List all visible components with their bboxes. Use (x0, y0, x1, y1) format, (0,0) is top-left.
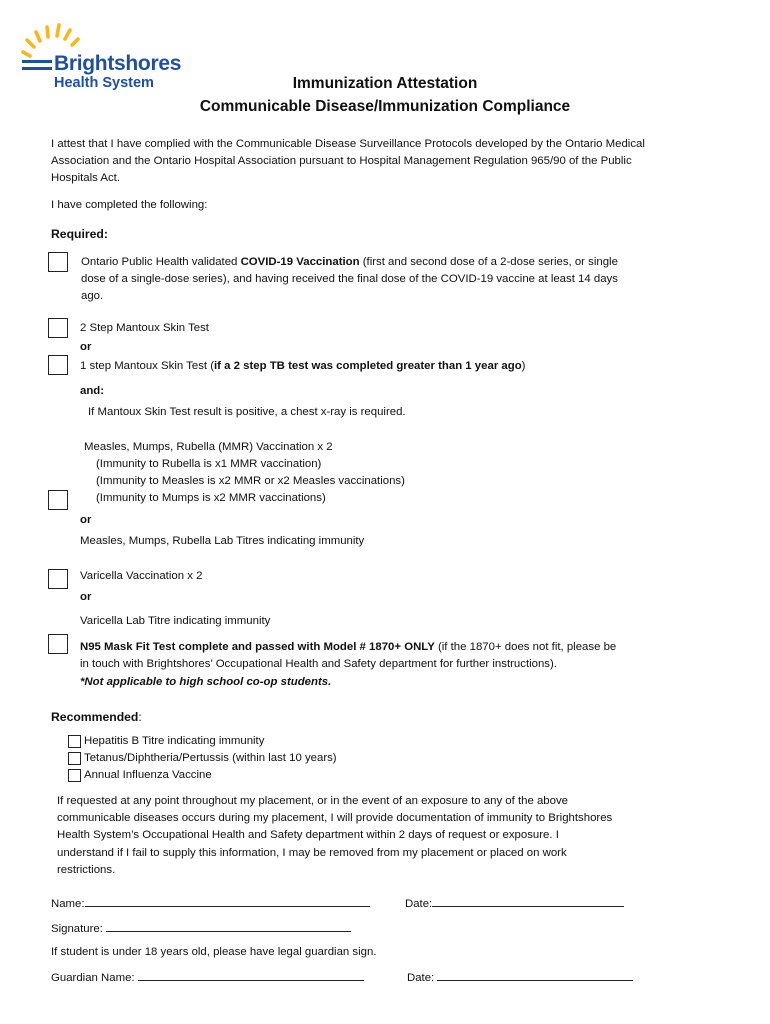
date-label: Date: (405, 898, 433, 910)
n95-note: *Not applicable to high school co-op students. (80, 676, 332, 688)
influenza-checkbox[interactable] (68, 769, 81, 782)
name-input-line[interactable] (85, 895, 370, 907)
logo-subtitle: Health System (54, 75, 154, 91)
page-subtitle: Communicable Disease/Immunization Compliance (199, 98, 571, 115)
n95-post: (if the 1870+ does not fit, please be (434, 641, 617, 653)
guardian-date-field (407, 969, 633, 987)
two-step-mantoux-label: 2 Step Mantoux Skin Test (80, 322, 209, 334)
recommended-label: Recommended (51, 710, 139, 724)
one-step-mantoux-label (80, 358, 525, 375)
varicella-vaccination: Varicella Vaccination x 2 (80, 570, 203, 582)
signature-input-line[interactable] (106, 920, 351, 932)
intro-line-2: Association and the Ontario Hospital Association pursuant to Hospital Management Regulation 965/90 of the Public (51, 155, 632, 167)
recommended-item-influenza: Annual Influenza Vaccine (84, 769, 212, 781)
mmr-or: or (80, 514, 92, 526)
signature-field (51, 920, 351, 938)
closing-line-1: If requested at any point throughout my placement, or in the event of an exposure to any of the above (57, 795, 569, 807)
varicella-titre: Varicella Lab Titre indicating immunity (80, 615, 271, 627)
covid-post-text: (first and second dose of a 2-dose series, or single (359, 256, 618, 268)
tdap-checkbox[interactable] (68, 752, 81, 765)
n95-bold: N95 Mask Fit Test complete and passed with Model # 1870+ ONLY (80, 641, 435, 653)
closing-line-3: Health System’s Occupational Health and Safety department within 2 days of request or exposure. I (57, 829, 559, 841)
covid-bold-text: COVID-19 Vaccination (240, 256, 360, 268)
one-step-pre: 1 step Mantoux Skin Test ( (80, 360, 215, 372)
intro-line-3: Hospitals Act. (51, 172, 121, 184)
mmr-checkbox[interactable] (48, 490, 68, 510)
n95-line-2: in touch with Brightshores’ Occupational Health and Safety department for further instructions). (80, 658, 557, 670)
guardian-note: If student is under 18 years old, please have legal guardian sign. (51, 946, 377, 958)
completed-following: I have completed the following: (51, 199, 208, 211)
required-heading: Required: (51, 227, 108, 241)
recommended-item-tdap: Tetanus/Diphtheria/Pertussis (within last 10 years) (84, 752, 337, 764)
one-step-post: ) (521, 360, 526, 372)
closing-line-4: understand if I fail to supply this information, I may be removed from my placement or placed on work (57, 847, 567, 859)
name-field (51, 895, 370, 913)
mmr-titres: Measles, Mumps, Rubella Lab Titres indicating immunity (80, 535, 365, 547)
guardian-date-input-line[interactable] (437, 969, 633, 981)
guardian-date-label: Date: (407, 972, 435, 984)
closing-line-5: restrictions. (57, 864, 116, 876)
n95-checkbox[interactable] (48, 634, 68, 654)
recommended-item-hepatitis: Hepatitis B Titre indicating immunity (84, 735, 265, 747)
varicella-or: or (80, 591, 92, 603)
recommended-colon: : (138, 710, 142, 724)
varicella-checkbox[interactable] (48, 569, 68, 589)
logo-bars (22, 60, 52, 70)
guardian-name-input-line[interactable] (138, 969, 364, 981)
covid-line-2: dose of a single-dose series), and having received the final dose of the COVID-19 vaccine at least 14 days (81, 273, 618, 285)
mmr-line-4: (Immunity to Mumps is x2 MMR vaccinations) (96, 492, 326, 504)
n95-line-1 (80, 639, 616, 656)
covid-pre-text: Ontario Public Health validated (81, 256, 241, 268)
intro-line-1: I attest that I have complied with the Communicable Disease Surveillance Protocols developed by the Ontario Medical (51, 138, 645, 150)
mmr-line-1: Measles, Mumps, Rubella (MMR) Vaccination x 2 (84, 441, 333, 453)
name-label: Name: (51, 898, 85, 910)
date-input-line[interactable] (432, 895, 624, 907)
xray-note: If Mantoux Skin Test result is positive, a chest x-ray is required. (88, 406, 406, 418)
tb-or: or (80, 341, 92, 353)
hepatitis-b-checkbox[interactable] (68, 735, 81, 748)
page-title: Immunization Attestation (292, 75, 478, 92)
mmr-line-3: (Immunity to Measles is x2 MMR or x2 Measles vaccinations) (96, 475, 405, 487)
covid-line-1 (81, 254, 618, 271)
one-step-bold: if a 2 step TB test was completed greater than 1 year ago (214, 360, 522, 372)
tb-and: and: (80, 385, 105, 397)
signature-label: Signature: (51, 923, 103, 935)
covid-vaccination-checkbox[interactable] (48, 252, 68, 272)
date-field (405, 895, 624, 913)
one-step-mantoux-checkbox[interactable] (48, 355, 68, 375)
guardian-name-field (51, 969, 364, 987)
mmr-line-2: (Immunity to Rubella is x1 MMR vaccination) (96, 458, 322, 470)
two-step-mantoux-checkbox[interactable] (48, 318, 68, 338)
logo-name: Brightshores (54, 52, 182, 75)
covid-line-3: ago. (81, 290, 104, 302)
closing-line-2: communicable diseases occurs during my placement, I will provide documentation of immunity to Brightshores (57, 812, 613, 824)
recommended-heading (51, 709, 142, 726)
guardian-name-label: Guardian Name: (51, 972, 135, 984)
